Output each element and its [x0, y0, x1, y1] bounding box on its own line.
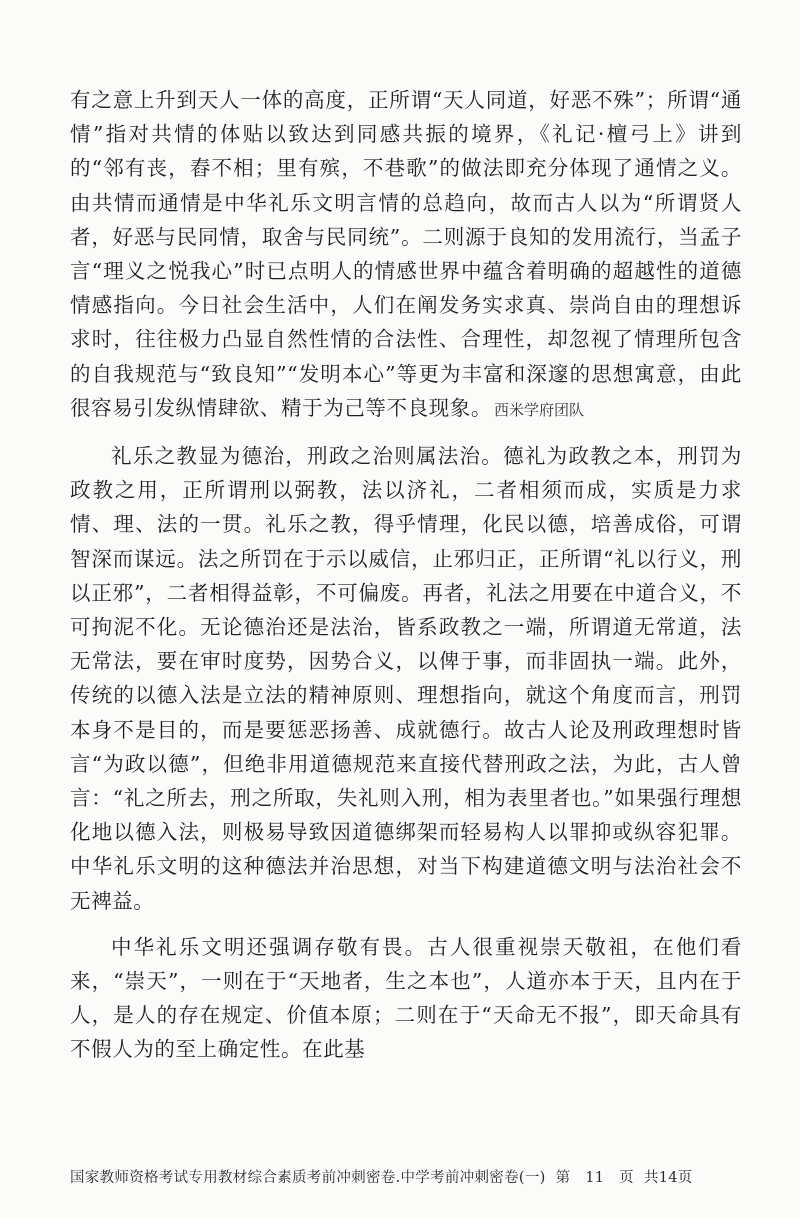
page-footer: [70, 1168, 750, 1188]
watermark-text: 西米学府团队: [494, 400, 585, 419]
footer-page-number: 第 11 页: [555, 1170, 634, 1186]
paragraph-1-text: 有之意上升到天人一体的高度，正所谓“天人同道，好恶不殊”；所谓“通情”指对共情的体贴以致达到同感共振的境界，《礼记·檀弓上》讲到的“邻有丧，舂不相；里有殡，不巷歌”的做法即充分体现了通情之义。由共情而通情是中华礼乐文明言情的总趋向，故而古人以为“所谓贤人者，好恶与民同情，取舍与民同统”。二则源于良知的发用流行，当孟子言“理义之悦我心”时已点明人的情感世界中蕴含着明确的超越性的道德情感指向。今日社会生活中，人们在阐发务实求真、崇尚自由的理想诉求时，往往极力凸显自然性情的合法性、合理性，却忽视了情理所包含的自我规范与“致良知”“发明本心”等更为丰富和深邃的思想寓意，由此很容易引发纵情肆欲、精于为己等不良现象。: [70, 88, 742, 420]
paragraph-1: [70, 83, 742, 427]
footer-total-pages: 共14页: [643, 1170, 693, 1186]
paragraph-2: 礼乐之教显为德治，刑政之治则属法治。德礼为政教之本，刑罚为政教之用，正所谓刑以弼教，法以济礼，二者相须而成，实质是力求情、理、法的一贯。礼乐之教，得乎情理，化民以德，培善成俗，可谓智深而谋远。法之所罚在于示以威信，止邪归正，正所谓“礼以行义，刑以正邪”，二者相得益彰，不可偏废。再者，礼法之用要在中道合义，不可拘泥不化。无论德治还是法治，皆系政教之一端，所谓道无常道，法无常法，要在审时度势，因势合义，以俾于事，而非固执一端。此外，传统的以德入法是立法的精神原则、理想指向，就这个角度而言，刑罚本身不是目的，而是要惩恶扬善、成就德行。故古人论及刑政理想时皆言“为政以德”，但绝非用道德规范来直接代替刑政之法，为此，古人曾言：“礼之所去，刑之所取，失礼则入刑，相为表里者也。”如果强行理想化地以德入法，则极易导致因道德绑架而轻易构人以罪抑或纵容犯罪。中华礼乐文明的这种德法并治思想，对当下构建道德文明与法治社会不无裨益。: [70, 444, 742, 913]
main-text: [70, 83, 742, 1067]
paragraph-3: 中华礼乐文明还强调存敬有畏。古人很重视崇天敬祖，在他们看来，“崇天”，一则在于“天地者，生之本也”，人道亦本于天，且内在于人，是人的存在规定、价值本原；二则在于“天命无不报”，即天命具有不假人为的至上确定性。在此基: [70, 934, 742, 1062]
footer-source: 国家教师资格考试专用教材综合素质考前冲刺密卷.中学考前冲刺密卷(一): [70, 1170, 546, 1186]
